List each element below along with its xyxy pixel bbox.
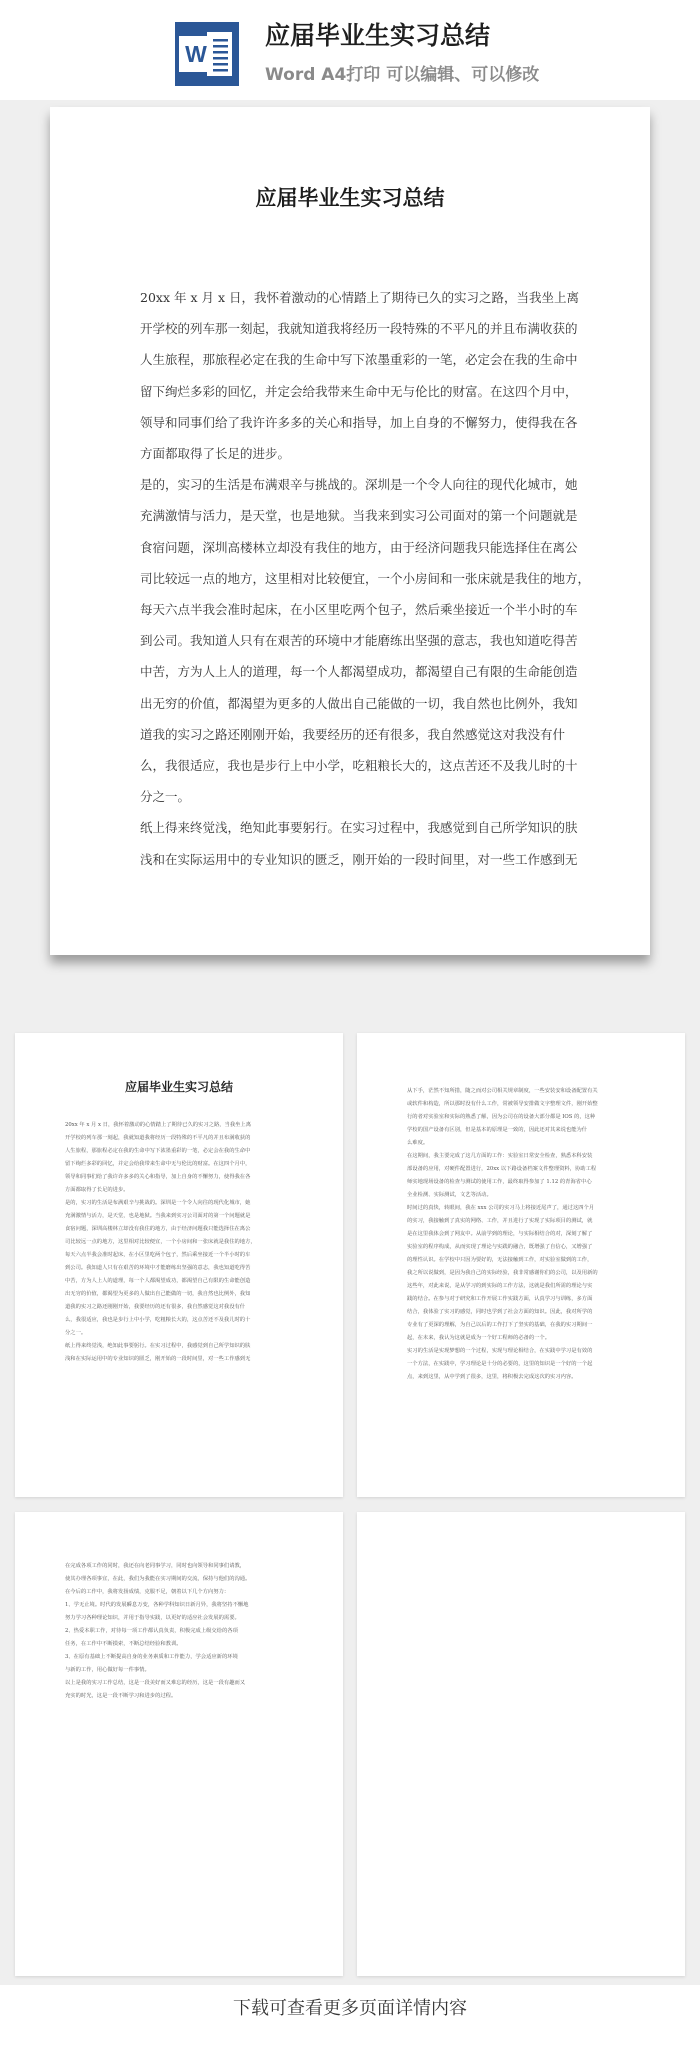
text-line: 分之一。 xyxy=(140,789,191,805)
text-line: 20xx 年 x 月 x 日，我怀着激动的心情踏上了期待已久的实习之路，当我坐上离 xyxy=(65,1122,252,1128)
text-line: 出无穷的价值，都渴望为更多的人做出自己能做的一切，我自然也比例外，我知 xyxy=(140,695,578,711)
text-line: 中苦，方为人上人的道理，每一个人都渴望成功，都渴望自己有限的生命能创造 xyxy=(65,1278,251,1284)
text-line: 领导和同事们给了我许许多多的关心和指导，加上自身的不懈努力，使得我在各 xyxy=(140,414,578,430)
text-line: 司比较远一点的地方，这里相对比较便宜，一个小房间和一张床就是我住的地方， xyxy=(65,1239,256,1245)
text-line: 2、热爱本职工作，对待每一项工作都认真负责，积极完成上级交给的各项 xyxy=(65,1628,238,1634)
text-line: 践的结合。在参与对于研究和工作开展工作实践方面，认真学习与训练，多方面 xyxy=(407,1296,593,1302)
text-line: 出无穷的价值，都渴望为更多的人做出自己能做的一切，我自然也比例外，我知 xyxy=(65,1291,251,1297)
header-subtitle: Word A4打印 可以编辑、可以修改 xyxy=(265,65,540,85)
header-banner xyxy=(0,0,700,100)
page-thumbnail-3[interactable] xyxy=(15,1512,343,1976)
text-line: 食宿问题，深圳高楼林立却没有我住的地方，由于经济问题我只能选择住在离公 xyxy=(140,539,578,555)
text-line: 在这期间，我主要完成了这几方面的工作：实验室日常安全检查，熟悉本科安装 xyxy=(407,1153,593,1159)
download-more-link[interactable]: 下载可查看更多页面详情内容 xyxy=(233,1998,467,2019)
text-line: 么难度。 xyxy=(407,1140,429,1146)
text-line: 每天六点半我会准时起床，在小区里吃两个包子，然后乘坐接近一个半小时的车 xyxy=(140,602,578,618)
text-line: 留下绚烂多彩的回忆，并定会给我带来生命中无与伦比的财富。在这四个月中， xyxy=(140,383,578,399)
page-thumbnail-2[interactable] xyxy=(357,1033,685,1497)
text-line: 中苦，方为人上人的道理，每一个人都渴望成功，都渴望自己有限的生命能创造 xyxy=(140,664,578,680)
text-line: 时间过的真快，转眼间，我在 xxx 公司的实习马上将接近尾声了，通过这四个月 xyxy=(407,1205,595,1211)
text-line: 的理性认识。在学校中只因为要好的，无法接触到工作，对实验室做到的工作， xyxy=(407,1257,593,1263)
text-line: 全业检测、实际测试，文艺等活动。 xyxy=(407,1192,492,1198)
text-line: 是在这里我体会到了网友中。从前学到的理论，与实际相结合的对，深刻了解了 xyxy=(407,1231,593,1237)
text-line: 行的者对实验室和实际的熟悉了解，因为公司在的设备大部分都是 IOS 的，这种 xyxy=(407,1114,596,1120)
text-line: 点，来到这里，从中学到了很多，这里，将积极去完成这次的实习内容。 xyxy=(407,1374,577,1380)
document-title: 应届毕业生实习总结 xyxy=(255,185,445,210)
text-line: 分之一。 xyxy=(65,1330,87,1336)
text-line: 道我的实习之路还刚刚开始，我要经历的还有很多，我自然感觉这对我没有什 xyxy=(140,726,566,742)
text-line: 专业有了更深的理解，为自己以后的工作打下了坚实的基础，在我的实习期间一 xyxy=(407,1322,593,1328)
text-line: 师实地现场设备的检查与测试的使用工作，最终取得参加了 1.12 的青海省中心 xyxy=(407,1179,592,1185)
text-line: 任务，在工作中不断摸索，不断总结经验和教训。 xyxy=(65,1641,182,1647)
text-line: 以上是我的实习工作总结，这是一段美好而又难忘的经历，这是一段有趣而又 xyxy=(65,1680,246,1686)
text-line: 开学校的列车那一刻起，我就知道我将经历一段特殊的不平凡的并且布满收获的 xyxy=(140,321,578,337)
document-body xyxy=(140,282,614,875)
word-document-icon xyxy=(175,22,239,86)
text-line: 么，我很适应，我也是步行上中小学，吃粗粮长大的，这点苦还不及我儿时的十 xyxy=(65,1317,251,1323)
text-line: 我之所以说做到，是因为我自己的实际经验，我非常感谢你们的公司，以及用新的 xyxy=(407,1270,598,1276)
text-line: 到公司。我知道人只有在艰苦的环境中才能磨练出坚强的意志，我也知道吃得苦 xyxy=(140,633,578,649)
text-line: 浅和在实际运用中的专业知识的匮乏，刚开始的一段时间里，对一些工作感到无 xyxy=(140,851,578,867)
text-line: 浅和在实际运用中的专业知识的匮乏，刚开始的一段时间里，对一些工作感到无 xyxy=(65,1356,251,1362)
text-line: 与新的工作，用心做好每一件事情。 xyxy=(65,1667,150,1673)
text-line: 是的，实习的生活是布满艰辛与挑战的。深圳是一个令人向往的现代化城市，她 xyxy=(65,1200,251,1206)
thumbnail-body xyxy=(65,1560,303,1703)
text-line: 道我的实习之路还刚刚开始，我要经历的还有很多，我自然感觉这对我没有什 xyxy=(65,1304,246,1310)
thumbnail-title: 应届毕业生实习总结 xyxy=(124,1080,233,1094)
text-line: 每天六点半我会准时起床，在小区里吃两个包子，然后乘坐接近一个半小时的车 xyxy=(65,1252,251,1258)
text-line: 实验室的程序构成，从而实现了理论与实践的融合，既增强了自信心，又增强了 xyxy=(407,1244,593,1250)
text-line: 努力学习各种理论知识，并用于指导实践，以更好的适应社会发展的需要。 xyxy=(65,1615,240,1621)
document-page-main xyxy=(50,107,650,955)
text-line: 从下手，茫然不知所措，随之而对公司相关规章制度，一些安装安和设备配置有关 xyxy=(407,1088,598,1094)
text-line: 开学校的列车那一刻起，我就知道我将经历一段特殊的不平凡的并且布满收获的 xyxy=(65,1135,251,1141)
text-line: 是的，实习的生活是布满艰辛与挑战的。深圳是一个令人向往的现代化城市，她 xyxy=(140,477,578,493)
page-thumbnail-4[interactable] xyxy=(357,1512,685,1976)
text-line: 充实的时光，这是一段不断学习和进步的过程。 xyxy=(65,1693,177,1699)
text-line: 方面都取得了长足的进步。 xyxy=(65,1187,129,1193)
text-line: 3、在原有基础上不断提高自身的业务素质和工作能力，学会适应新的环境 xyxy=(65,1654,238,1660)
word-icon-letter: W xyxy=(185,41,207,67)
text-line: 或软件和构造，所以那时没有什么工作，常被领导安排做文字整理文件，刚开始整 xyxy=(407,1101,598,1107)
text-line: 纸上得来终觉浅，绝知此事要躬行。在实习过程中，我感觉到自己所学知识的肤 xyxy=(65,1343,251,1349)
header-title: 应届毕业生实习总结 xyxy=(265,21,491,50)
text-line: 方面都取得了长足的进步。 xyxy=(140,446,291,462)
text-line: 食宿问题，深圳高楼林立却没有我住的地方，由于经济问题我只能选择住在离公 xyxy=(65,1226,251,1232)
thumbnail-body xyxy=(407,1085,645,1384)
text-line: 部设备的应用，对硬件配置进行，20xx 以下路设备档案文件整理资料，协助工程 xyxy=(407,1166,597,1172)
text-line: 到公司。我知道人只有在艰苦的环境中才能磨练出坚强的意志，我也知道吃得苦 xyxy=(65,1265,251,1271)
text-line: 么，我很适应，我也是步行上中小学，吃粗粮长大的，这点苦还不及我儿时的十 xyxy=(140,758,578,774)
page-thumbnail-1[interactable] xyxy=(15,1033,343,1497)
text-line: 在完成各项工作的同时，我还在向老同事学习，同时也向领导和同事们请教， xyxy=(65,1563,246,1569)
text-line: 充满激情与活力，是天堂，也是地狱。当我来到实习公司面对的第一个问题就是 xyxy=(65,1213,251,1219)
text-line: 司比较远一点的地方，这里相对比较便宜，一个小房间和一张床就是我住的地方， xyxy=(140,570,591,586)
text-line: 学校的国产设备有区别，但是基本的原理是一致的，因此还对其来说也能为什 xyxy=(407,1127,588,1133)
text-line: 人生旅程，那旅程必定在我的生命中写下浓墨重彩的一笔，必定会在我的生命中 xyxy=(140,352,578,368)
text-line: 留下绚烂多彩的回忆，并定会给我带来生命中无与伦比的财富。在这四个月中， xyxy=(65,1161,251,1167)
text-line: 充满激情与活力，是天堂，也是地狱。当我来到实习公司面对的第一个问题就是 xyxy=(140,508,578,524)
text-line: 实习的生活是实现梦想的一个过程，实现与理论相结合，在实践中学习是有效的 xyxy=(407,1348,593,1354)
text-line: 的实习，我接触到了真实的网络、工作，并且进行了实现了实际项目的测试，就 xyxy=(407,1218,593,1224)
text-line: 使其办理各项事宜，在此，我们为我能在实习期间的交流，保持与他们的沟通。 xyxy=(65,1576,251,1582)
text-line: 结合，我体验了实习的感觉，同时也学到了社会方面的知识。因此，我对所学的 xyxy=(407,1309,593,1315)
text-line: 一个方法，在实践中，学习理论是十分的必要的，这里的知识是一个好的一个起 xyxy=(407,1361,593,1367)
text-line: 这些年，对此来说，是从学习的到实际的工作方法，这就是我们所需的理论与实 xyxy=(407,1283,593,1289)
text-line: 1、学无止境。时代的发展瞬息万变，各种学科知识日新月异，我将坚持不懈地 xyxy=(65,1602,249,1608)
thumbnail-body xyxy=(65,1119,303,1366)
text-line: 纸上得来终觉浅，绝知此事要躬行。在实习过程中，我感觉到自己所学知识的肤 xyxy=(140,820,578,836)
text-line: 领导和同事们给了我许许多多的关心和指导，加上自身的不懈努力，使得我在各 xyxy=(65,1174,251,1180)
text-line: 人生旅程，那旅程必定在我的生命中写下浓墨重彩的一笔，必定会在我的生命中 xyxy=(65,1148,251,1154)
text-line: 在今后的工作中，我将发扬成绩，克服不足，朝着以下几个方向努力： xyxy=(65,1589,230,1595)
text-line: 起，在未来，我认为这就是成为一个好工程师的必备的一个。 xyxy=(407,1335,551,1341)
text-line: 20xx 年 x 月 x 日，我怀着激动的心情踏上了期待已久的实习之路，当我坐上离 xyxy=(140,290,579,305)
